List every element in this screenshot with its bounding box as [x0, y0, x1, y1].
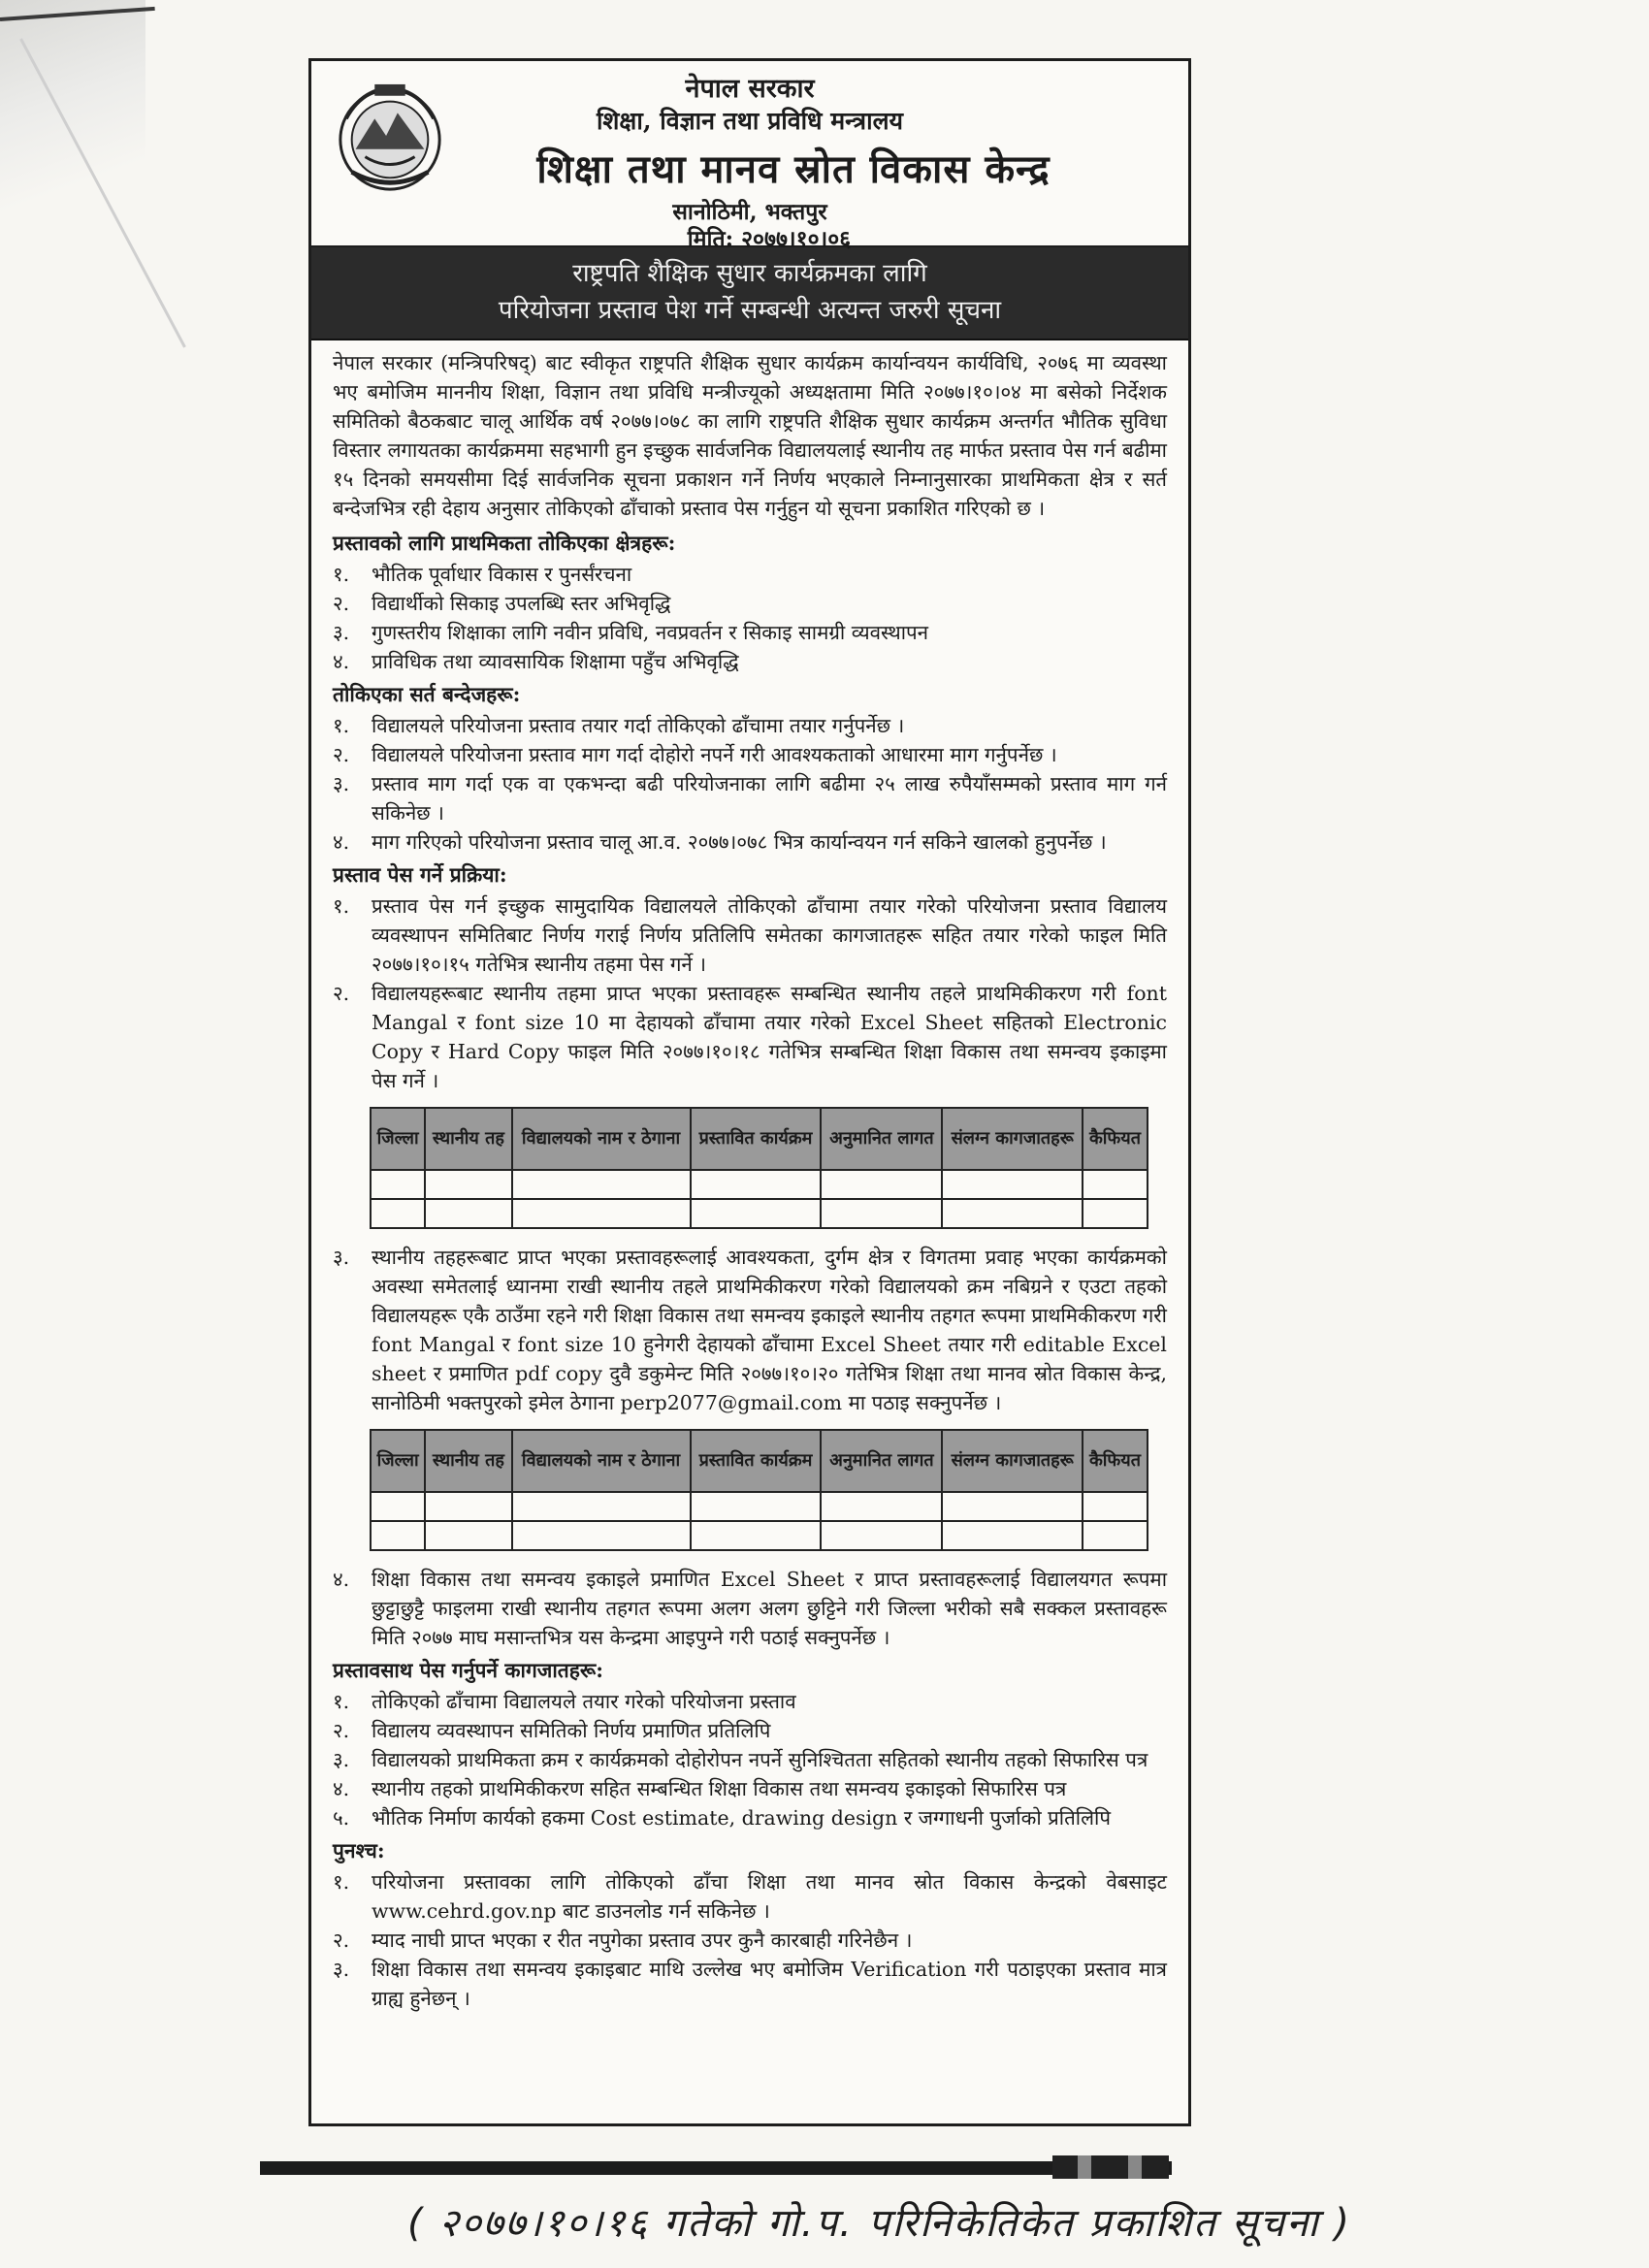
- list-item: ४. स्थानीय तहको प्राथमिकीकरण सहित सम्बन्धित शिक्षा विकास तथा समन्वय इकाइको सिफारिस पत्र: [333, 1777, 1067, 1800]
- list-item: ३. प्रस्ताव माग गर्दा एक वा एकभन्दा बढी परियोजनाका लागि बढीमा २५ लाख रुपैयाँसम्मको प्रस्ताव माग गर्न सकिनेछ ।: [333, 772, 1167, 825]
- list-item: १. विद्यालयले परियोजना प्रस्ताव तयार गर्दा तोकिएको ढाँचामा तयार गर्नुपर्नेछ ।: [333, 714, 905, 737]
- list-item: २. विद्यालयले परियोजना प्रस्ताव माग गर्दा दोहोरो नपर्ने गरी आवश्यकताको आधारमा माग गर्नुपर्नेछ ।: [333, 743, 1057, 766]
- priority-heading: प्रस्तावको लागि प्राथमिकता तोकिएका क्षेत्रहरू:: [333, 531, 676, 555]
- centre-name: शिक्षा तथा मानव स्रोत विकास केन्द्र: [536, 146, 1051, 192]
- col-program: प्रस्तावित कार्यक्रम: [691, 1108, 822, 1170]
- conditions-list: [333, 711, 1167, 857]
- list-item: ४. माग गरिएको परियोजना प्रस्ताव चालू आ.व. २०७७।०७८ भित्र कार्यान्वयन गर्न सकिने खालको हुनुपर्नेछ ।: [333, 830, 1107, 854]
- list-item: १. प्रस्ताव पेस गर्न इच्छुक सामुदायिक विद्यालयले तोकिएको ढाँचामा तयार गरेको परियोजना प्रस्ताव विद्यालय व्यवस्थापन समितिबाट निर्णय गराई निर्णय प्रतिलिपि समेतका कागजातहरू सहित तयार गरेको फाइल मिति २०७७।१०।१५ गतेभित्र स्थानीय तहमा पेस गर्ने ।: [333, 894, 1167, 976]
- list-item: १. परियोजना प्रस्तावका लागि तोकिएको ढाँचा शिक्षा तथा मानव स्रोत विकास केन्द्रको वेबसाइट www.cehrd.gov.np बाट डाउनलोड गर्न सकिनेछ ।: [333, 1870, 1167, 1923]
- notice-header: [311, 61, 1188, 252]
- list-item: ४. प्राविधिक तथा व्यावसायिक शिक्षामा पहुँच अभिवृद्धि: [333, 650, 739, 673]
- newspaper-footer-rule: [260, 2161, 1172, 2175]
- col-school: विद्यालयको नाम र ठेगाना: [512, 1108, 691, 1170]
- banner-line-2: परियोजना प्रस्ताव पेश गर्ने सम्बन्धी अत्यन्त जरुरी सूचना: [498, 296, 1002, 325]
- notice-date: मिति: २०७७।१०।०६: [687, 226, 852, 252]
- postscript-list: [333, 1867, 1167, 2013]
- list-item: १. तोकिएको ढाँचामा विद्यालयले तयार गरेको परियोजना प्रस्ताव: [333, 1690, 796, 1713]
- banner-line-1: राष्ट्रपति शैक्षिक सुधार कार्यक्रमका लागि: [572, 259, 927, 288]
- table-row: [371, 1492, 1148, 1521]
- notice-body: [311, 340, 1188, 2013]
- format-table-2: [370, 1429, 1148, 1551]
- col-documents: संलग्न कागजातहरू: [942, 1430, 1083, 1492]
- col-local-level: स्थानीय तह: [425, 1108, 511, 1170]
- priority-list: [333, 560, 1167, 676]
- table-row: [371, 1199, 1148, 1228]
- list-item: ३. गुणस्तरीय शिक्षाका लागि नवीन प्रविधि, नवप्रवर्तन र सिकाइ सामग्री व्यवस्थापन: [333, 621, 929, 644]
- list-item: २. विद्यालयहरूबाट स्थानीय तहमा प्राप्त भएका प्रस्तावहरू सम्बन्धित स्थानीय तहले प्राथमिकीकरण गरी font Mangal र font size 10 मा देहायको ढाँचामा तयार गरेको Excel Sheet सहितको Electronic Copy र Hard Copy फाइल मिति २०७७।१०।१८ गतेभित्र सम्बन्धित शिक्षा विकास तथा समन्वय इकाइमा पेस गर्ने ।: [333, 982, 1167, 1092]
- handwritten-note: ( २०७७।१०।१६ गतेको गो.प. परिनिकेतिकेत प्रकाशित सूचना ): [407, 2201, 1351, 2246]
- process-list: [333, 891, 1167, 1095]
- process-list-continued: [333, 1243, 1167, 1417]
- col-cost: अनुमानित लागत: [821, 1430, 942, 1492]
- list-item: २. विद्यार्थीको सिकाइ उपलब्धि स्तर अभिवृद्धि: [333, 592, 671, 615]
- documents-heading: प्रस्तावसाथ पेस गर्नुपर्ने कागजातहरू:: [333, 1658, 603, 1682]
- list-item: ३. शिक्षा विकास तथा समन्वय इकाइबाट माथि उल्लेख भए बमोजिम Verification गरी पठाइएका प्रस्ताव मात्र ग्राह्य हुनेछन् ।: [333, 1958, 1167, 2010]
- intro-paragraph: नेपाल सरकार (मन्त्रिपरिषद्) बाट स्वीकृत राष्ट्रपति शैक्षिक सुधार कार्यक्रम कार्यान्वयन कार्यविधि, २०७६ मा व्यवस्था भए बमोजिम माननीय शिक्षा, विज्ञान तथा प्रविधि मन्त्रीज्यूको अध्यक्षतामा मिति २०७७।१०।०४ मा बसेको निर्देशक समितिको बैठकबाट चालू आर्थिक वर्ष २०७७।०७८ का लागि राष्ट्रपति शैक्षिक सुधार कार्यक्रम अन्तर्गत भौतिक सुविधा विस्तार लगायतका कार्यक्रममा सहभागी हुन इच्छुक सार्वजनिक विद्यालयलाई स्थानीय तह मार्फत प्रस्ताव पेस गर्न बढीमा १५ दिनको समयसीमा दिई सार्वजनिक सूचना प्रकाशन गर्ने निर्णय भएकाले निम्नानुसारका प्राथमिकता क्षेत्र र सर्त बन्देजभित्र रही देहाय अनुसार तोकिएको ढाँचाको प्रस्ताव पेस गर्नुहुन यो सूचना प्रकाशित गरिएको छ ।: [333, 351, 1167, 520]
- list-item: १. भौतिक पूर्वाधार विकास र पुनर्संरचना: [333, 563, 632, 586]
- ministry-name: शिक्षा, विज्ञान तथा प्रविधि मन्त्रालय: [596, 107, 904, 135]
- list-item: ३. स्थानीय तहहरूबाट प्राप्त भएका प्रस्तावहरूलाई आवश्यकता, दुर्गम क्षेत्र र विगतमा प्रवाह भएका कार्यक्रमको अवस्था समेतलाई ध्यानमा राखी स्थानीय तहले प्राथमिकीकरण गरेको विद्यालयको क्रम नबिग्रने र एउटा तहको विद्यालयहरू एकै ठाउँमा रहने गरी शिक्षा विकास तथा समन्वय इकाइले स्थानीय तहगत रूपमा प्राथमिकीकरण गरी font Mangal र font size 10 हुनेगरी देहायको ढाँचामा Excel Sheet तयार गरी editable Excel sheet र प्रमाणित pdf copy दुवै डकुमेन्ट मिति २०७७।१०।२० गतेभित्र शिक्षा तथा मानव स्रोत विकास केन्द्र, सानोठिमी भक्तपुरको इमेल ठेगाना perp2077@gmail.com मा पठाइ सक्नुपर्नेछ ।: [333, 1246, 1167, 1414]
- postscript-heading: पुनश्च:: [333, 1838, 385, 1863]
- list-item: ५. भौतिक निर्माण कार्यको हकमा Cost estimate, drawing design र जग्गाधनी पुर्जाको प्रतिलिपि: [333, 1806, 1111, 1830]
- documents-list: [333, 1687, 1167, 1832]
- format-table-1: [370, 1107, 1148, 1229]
- col-remarks: कैफियत: [1083, 1108, 1148, 1170]
- col-local-level: स्थानीय तह: [425, 1430, 511, 1492]
- col-cost: अनुमानित लागत: [821, 1108, 942, 1170]
- process-list-final: [333, 1565, 1167, 1652]
- col-documents: संलग्न कागजातहरू: [942, 1108, 1083, 1170]
- public-notice: [308, 58, 1191, 2126]
- col-remarks: कैफियत: [1083, 1430, 1148, 1492]
- col-school: विद्यालयको नाम र ठेगाना: [512, 1430, 691, 1492]
- col-district: जिल्ला: [371, 1108, 425, 1170]
- list-item: ४. शिक्षा विकास तथा समन्वय इकाइले प्रमाणित Excel Sheet र प्राप्त प्रस्तावहरूलाई विद्यालयगत रूपमा छुट्टाछुट्टै फाइलमा राखी स्थानीय तहगत रूपमा अलग अलग छुट्टिने गरी जिल्ला भरीको सबै सक्कल प्रस्तावहरू मिति २०७७ माघ मसान्तभित्र यस केन्द्रमा आइपुग्ने गरी पठाई सक्नुपर्नेछ ।: [333, 1568, 1167, 1649]
- centre-address: सानोठिमी, भक्तपुर: [672, 199, 827, 225]
- col-program: प्रस्तावित कार्यक्रम: [691, 1430, 822, 1492]
- process-heading: प्रस्ताव पेस गर्ने प्रक्रिया:: [333, 862, 507, 887]
- newspaper-footer-blocks: [1052, 2155, 1169, 2179]
- list-item: २. विद्यालय व्यवस्थापन समितिको निर्णय प्रमाणित प्रतिलिपि: [333, 1719, 771, 1742]
- list-item: ३. विद्यालयको प्राथमिकता क्रम र कार्यक्रमको दोहोरोपन नपर्ने सुनिश्चितता सहितको स्थानीय तहको सिफारिस पत्र: [333, 1748, 1148, 1771]
- table-row: [371, 1521, 1148, 1550]
- list-item: २. म्याद नाघी प्राप्त भएका र रीत नपुगेका प्रस्ताव उपर कुनै कारबाही गरिनेछैन ।: [333, 1928, 913, 1952]
- col-district: जिल्ला: [371, 1430, 425, 1492]
- table-row: [371, 1170, 1148, 1199]
- notice-title-banner: [311, 247, 1188, 340]
- government-name: नेपाल सरकार: [685, 74, 815, 104]
- conditions-heading: तोकिएका सर्त बन्देजहरू:: [333, 682, 521, 706]
